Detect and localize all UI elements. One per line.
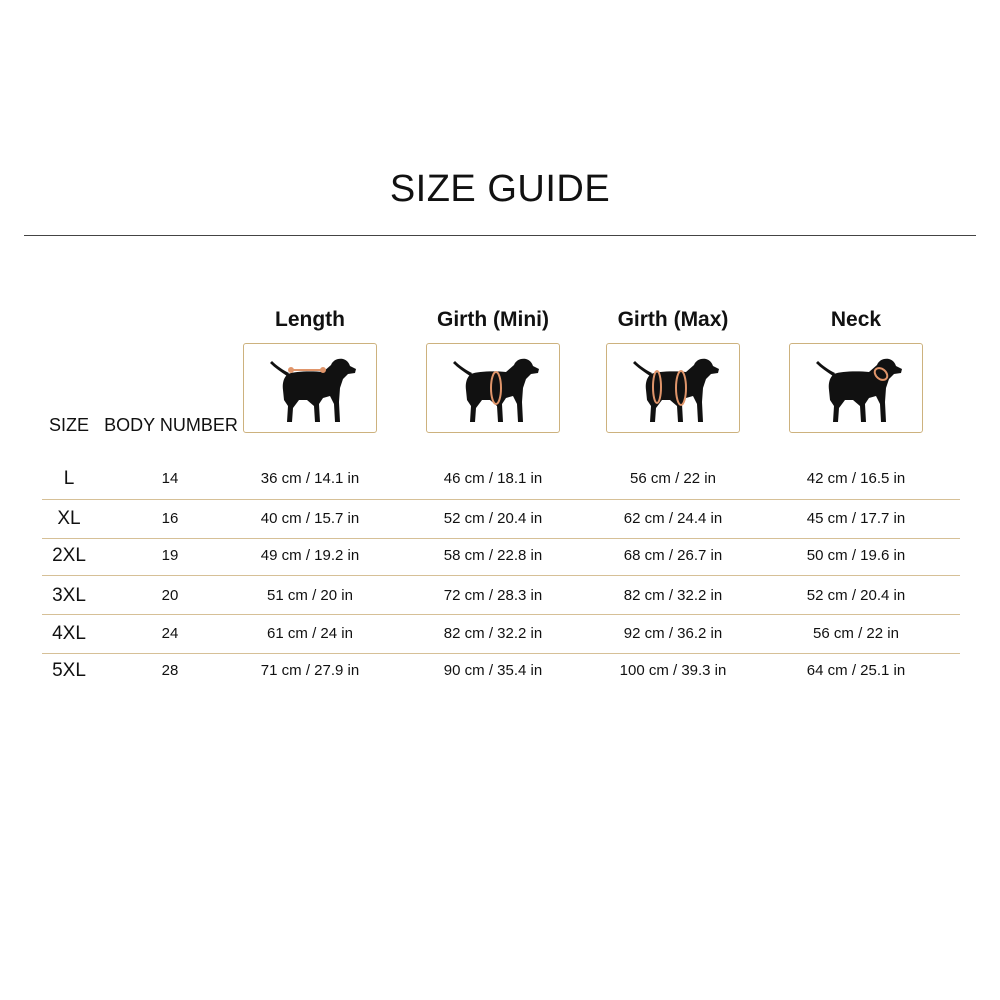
table-row xyxy=(0,541,1000,571)
body-number-cell: 19 xyxy=(161,547,179,564)
dog-girth-max-icon xyxy=(624,350,724,426)
girth-max-cell: 56 cm / 22 in xyxy=(630,470,716,487)
dog-girth-mini-icon xyxy=(444,350,544,426)
dog-length-icon xyxy=(261,350,361,426)
girth-mini-cell: 52 cm / 20.4 in xyxy=(443,510,543,527)
girth-mini-cell: 72 cm / 28.3 in xyxy=(443,587,543,604)
table-row xyxy=(0,504,1000,534)
table-row xyxy=(0,619,1000,649)
neck-cell: 45 cm / 17.7 in xyxy=(806,510,906,527)
body-number-cell: 16 xyxy=(161,510,179,527)
neck-cell: 50 cm / 19.6 in xyxy=(806,547,906,564)
body-number-cell: 28 xyxy=(161,662,179,679)
neck-cell: 64 cm / 25.1 in xyxy=(806,662,906,679)
length-cell: 61 cm / 24 in xyxy=(267,625,353,642)
girth-max-cell: 62 cm / 24.4 in xyxy=(623,510,723,527)
girth-mini-cell: 90 cm / 35.4 in xyxy=(443,662,543,679)
row-divider xyxy=(42,538,960,539)
girth-max-cell: 82 cm / 32.2 in xyxy=(623,587,723,604)
row-divider xyxy=(42,653,960,654)
column-header-girth-mini: Girth (Mini) xyxy=(437,308,549,331)
girth-mini-illustration-card xyxy=(426,343,560,433)
neck-illustration-card xyxy=(789,343,923,433)
size-column-header: SIZE xyxy=(48,415,90,435)
row-divider xyxy=(42,614,960,615)
length-illustration-card xyxy=(243,343,377,433)
body-number-cell: 14 xyxy=(161,470,179,487)
neck-cell: 42 cm / 16.5 in xyxy=(806,470,906,487)
neck-cell: 56 cm / 22 in xyxy=(813,625,899,642)
title-divider xyxy=(24,235,976,236)
length-cell: 51 cm / 20 in xyxy=(267,587,353,604)
table-row xyxy=(0,581,1000,611)
table-row xyxy=(0,464,1000,494)
size-cell: 3XL xyxy=(52,585,86,606)
length-cell: 49 cm / 19.2 in xyxy=(260,547,360,564)
girth-mini-cell: 46 cm / 18.1 in xyxy=(443,470,543,487)
girth-max-illustration-card xyxy=(606,343,740,433)
body-number-cell: 20 xyxy=(161,587,179,604)
table-row xyxy=(0,656,1000,686)
column-header-girth-max: Girth (Max) xyxy=(617,308,729,331)
row-divider xyxy=(42,499,960,500)
size-cell: 4XL xyxy=(52,623,86,644)
row-divider xyxy=(42,575,960,576)
girth-mini-cell: 58 cm / 22.8 in xyxy=(443,547,543,564)
length-cell: 71 cm / 27.9 in xyxy=(260,662,360,679)
size-cell: 2XL xyxy=(52,545,86,566)
girth-max-cell: 68 cm / 26.7 in xyxy=(623,547,723,564)
page-title: SIZE GUIDE xyxy=(389,168,611,210)
body-number-cell: 24 xyxy=(161,625,179,642)
size-cell: L xyxy=(63,468,75,489)
column-header-length: Length xyxy=(275,308,345,331)
girth-mini-cell: 82 cm / 32.2 in xyxy=(443,625,543,642)
length-cell: 36 cm / 14.1 in xyxy=(260,470,360,487)
neck-cell: 52 cm / 20.4 in xyxy=(806,587,906,604)
length-cell: 40 cm / 15.7 in xyxy=(260,510,360,527)
size-cell: XL xyxy=(57,508,81,529)
girth-max-cell: 92 cm / 36.2 in xyxy=(623,625,723,642)
column-header-neck: Neck xyxy=(830,308,882,331)
dog-neck-icon xyxy=(807,350,907,426)
size-cell: 5XL xyxy=(52,660,86,681)
girth-max-cell: 100 cm / 39.3 in xyxy=(619,662,727,679)
body-number-column-header: BODY NUMBER xyxy=(104,415,238,435)
